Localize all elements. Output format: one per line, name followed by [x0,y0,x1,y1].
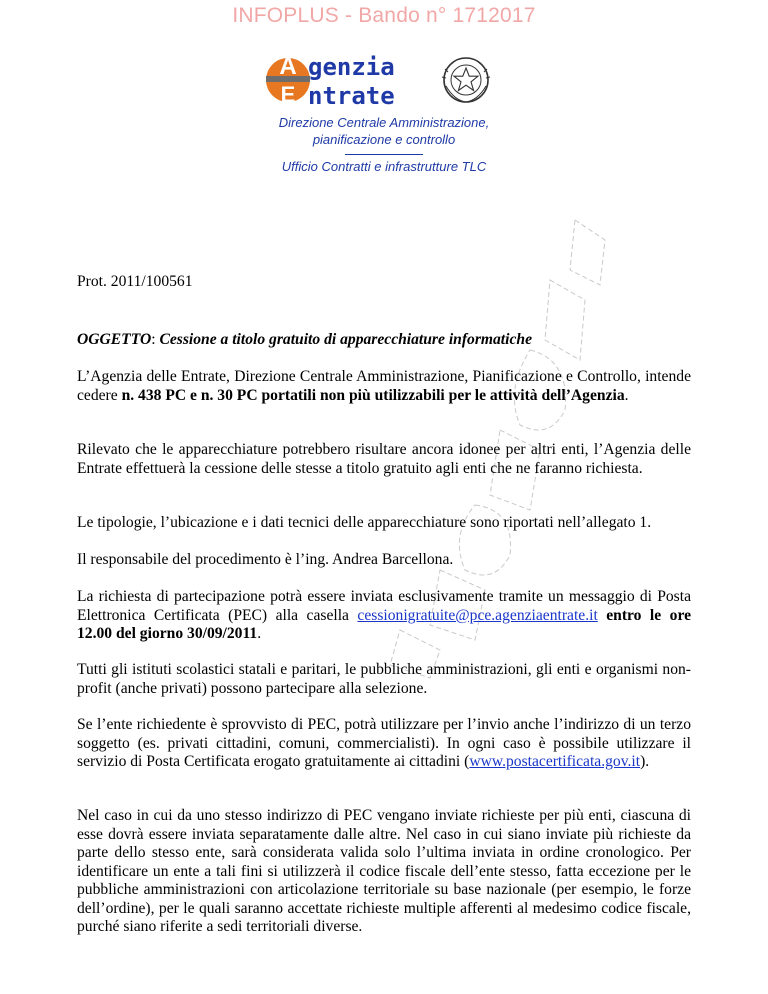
header-divider [345,154,423,155]
paragraph-5-end: . [257,625,262,642]
paragraph-1 [77,368,691,405]
postacertificata-link[interactable]: www.postacertificata.gov.it [469,753,641,770]
watermark-header: INFOPLUS - Bando n° 1712017 [232,4,536,27]
paragraph-5-deadline: entro le ore 12.00 del giorno 30/09/2011 [77,606,691,642]
subject-text: Cessione a titolo gratuito di apparecchiature informatiche [159,331,532,348]
department-line-2: pianificazione e controllo [312,132,456,147]
pec-email-link[interactable]: cessionigratuite@pce.agenziaentrate.it [357,606,598,624]
protocol-number: Prot. 2011/100561 [77,273,193,290]
agenzia-entrate-logo [262,50,494,110]
logo-letter-a: A [279,53,297,80]
paragraph-4: Il responsabile del procedimento è l’ing. Andrea Barcellona. [77,551,454,568]
paragraph-3: Le tipologie, l’ubicazione e i dati tecnici delle apparecchiature sono riportati nell’allegato 1. [77,514,652,531]
logo-word-genzia: genzia [308,53,395,81]
paragraph-8: Nel caso in cui da uno stesso indirizzo di PEC vengano inviate richieste per più enti, ciascuna di esse dovrà essere inviata separatamente dalle altre. Nel caso in cui siano inviate più richieste da parte dello stesso ente, sarà considerata valida solo l’ultima inviata in ordine cronologico. Per identificare un ente a tali fini si utilizzerà il codice fiscale dell’ente stesso, fatta eccezione per le pubbliche amministrazioni con articolazione territoriale su base nazionale (per esempio, le forze dell’ordine), per le quali saranno accettate richieste multiple afferenti al medesimo codice fiscale, purché siano riferite a sedi territoriali diverse. [77,807,691,935]
office-name: Ufficio Contratti e infrastrutture TLC [281,159,487,174]
emblem-icon [442,58,490,102]
department-line-1: Direzione Centrale Amministrazione, [278,115,490,130]
logo-word-ntrate: ntrate [308,82,395,110]
paragraph-6: Tutti gli istituti scolastici statali e paritari, le pubbliche amministrazioni, gli enti e organismi non-profit (anche privati) possono partecipare alla selezione. [77,661,691,697]
paragraph-7 [77,716,691,772]
paragraph-1-end: . [624,386,629,404]
paragraph-7-text: Se l’ente richiedente è sprovvisto di PEC, potrà utilizzare per l’invio anche l’indirizzo di un terzo soggetto (es. privati cittadini, comuni, commercialisti). In ogni caso è possibile utilizzare il servizio di Posta Certificata erogato gratuitamente ai cittadini ( [77,716,691,770]
subject-colon: : [151,331,160,348]
paragraph-1-text: L’Agenzia delle Entrate, Direzione Centrale Amministrazione, Pianificazione e Controllo, intende cedere [77,368,691,404]
logo-letter-e: E [280,82,296,107]
paragraph-5-text: La richiesta di partecipazione potrà essere inviata esclusivamente tramite un messaggio di Posta Elettronica Certificata (PEC) alla casella [77,588,691,624]
paragraph-2: Rilevato che le apparecchiature potrebbero risultare ancora idonee per altri enti, l’Agenzia delle Entrate effettuerà la cessione delle stesse a titolo gratuito agli enti che ne faranno richiesta. [77,441,691,477]
paragraph-5 [77,588,691,644]
paragraph-7-end: ). [640,753,650,770]
paragraph-1-bold: n. 438 PC e n. 30 PC portatili non più utilizzabili per le attività dell’Agenzia [121,386,625,404]
subject-line [77,331,691,350]
subject-label: OGGETTO [77,331,152,348]
